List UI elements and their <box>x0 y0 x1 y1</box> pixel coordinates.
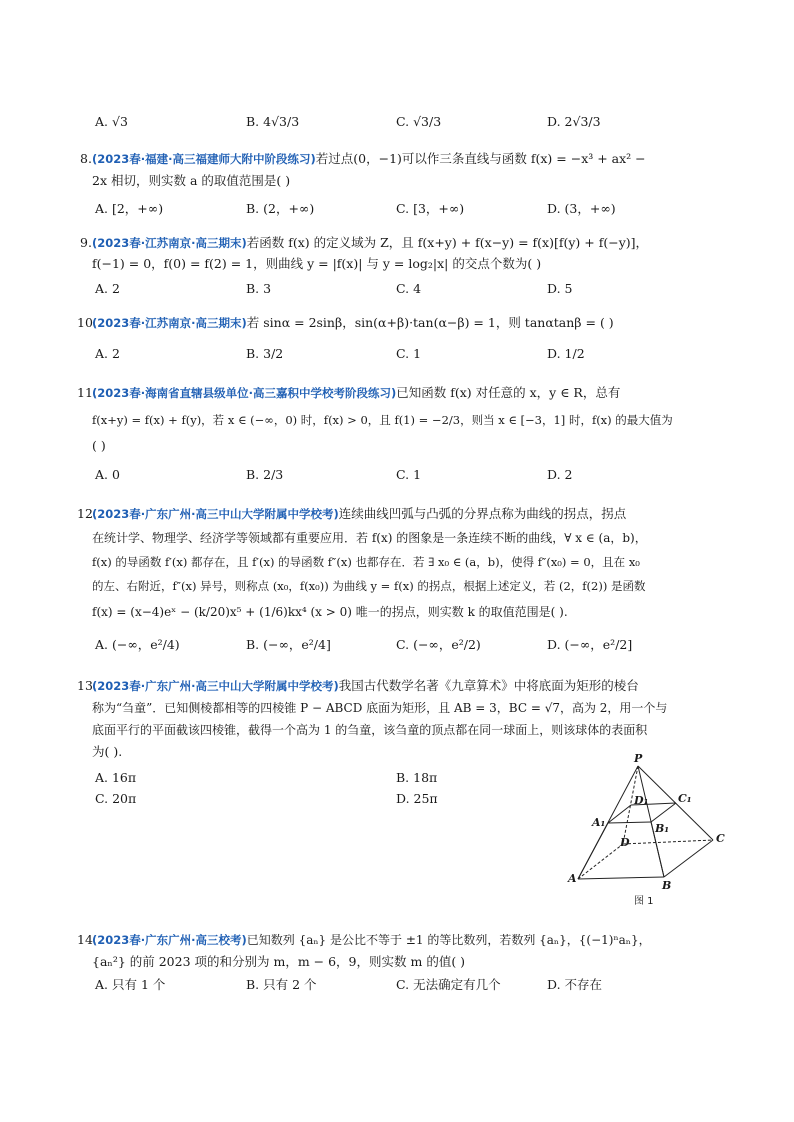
q9-number: 9. <box>80 235 92 250</box>
q8-line2: 2x 相切，则实数 a 的取值范围是( ) <box>92 173 291 188</box>
q13-line4: 为( ). <box>92 744 123 759</box>
q7-option-d: D. 2√3/3 <box>547 114 601 129</box>
label-b: B <box>662 879 672 892</box>
q7-option-b: B. 4√3/3 <box>246 114 300 129</box>
q10-source: (2023春·江苏南京·高三期末) <box>92 316 247 330</box>
q11-option-c: C. 1 <box>396 467 422 482</box>
edge-a1a <box>578 823 608 879</box>
q10-option-b: B. 3/2 <box>246 346 284 361</box>
q8-option-a: A. [2，+∞) <box>95 201 164 216</box>
q13-line2: 称为“刍童”．已知侧棱都相等的四棱锥 P − ABCD 底面为矩形，且 AB = 3，BC = √7，高为 2，用一个与 <box>92 701 668 715</box>
pyramid-diagram <box>568 752 738 912</box>
q14-line2: {aₙ²} 的前 2023 项的和分别为 m，m − 6，9，则实数 m 的值( ) <box>92 954 466 969</box>
q9-option-b: B. 3 <box>246 281 272 296</box>
q14-line1 <box>92 930 651 950</box>
edge-ab <box>578 877 664 879</box>
q14-number: 14. <box>77 932 97 947</box>
q9-line1 <box>92 233 648 253</box>
q14-option-a: A. 只有 1 个 <box>95 977 166 992</box>
q9-text: 若函数 f(x) 的定义域为 Z，且 f(x+y) + f(x−y) = f(x)[f(y) + f(−y)]， <box>246 235 649 250</box>
q9-source: (2023春·江苏南京·高三期末) <box>92 236 247 250</box>
q12-line1 <box>92 504 626 524</box>
q8-line1 <box>92 149 646 169</box>
q14-option-b: B. 只有 2 个 <box>246 977 317 992</box>
q13-option-c: C. 20π <box>95 791 137 806</box>
q11-option-b: B. 2/3 <box>246 467 284 482</box>
q12-line4: 的左、右附近，f″(x) 异号，则称点 (x₀，f(x₀)) 为曲线 y = f(x) 的拐点，根据上述定义，若 (2，f(2)) 是函数 <box>92 579 646 593</box>
q12-option-a: A. (−∞，e²/4) <box>95 637 180 652</box>
q14-option-d: D. 不存在 <box>547 977 603 992</box>
q12-source: (2023春·广东广州·高三中山大学附属中学校考) <box>92 507 339 521</box>
q11-source: (2023春·海南省直辖县级单位·高三嘉积中学校考阶段练习) <box>92 386 397 400</box>
q12-line2: 在统计学、物理学、经济学等领域都有重要应用．若 f(x) 的图象是一条连续不断的曲线，∀ x ∈ (a，b)， <box>92 531 647 545</box>
q9-option-a: A. 2 <box>95 281 120 296</box>
q8-option-c: C. [3，+∞) <box>396 201 465 216</box>
q13-line1 <box>92 676 639 696</box>
q12-number: 12. <box>77 506 97 521</box>
q14-option-c: C. 无法确定有几个 <box>396 977 501 992</box>
q8-option-b: B. (2，+∞) <box>246 201 315 216</box>
q9-line2: f(−1) = 0，f(0) = f(2) = 1，则曲线 y = |f(x)| 与 y = log₂|x| 的交点个数为( ) <box>92 256 542 271</box>
q13-line3: 底面平行的平面截该四棱锥，截得一个高为 1 的刍童，该刍童的顶点都在同一球面上，则该球体的表面积 <box>92 723 648 737</box>
q9-option-d: D. 5 <box>547 281 573 296</box>
q10-line1 <box>92 313 614 333</box>
q13-source: (2023春·广东广州·高三中山大学附属中学校考) <box>92 679 339 693</box>
q8-text: 若过点(0，−1)可以作三条直线与函数 f(x) = −x³ + ax² − <box>315 151 646 166</box>
q12-option-b: B. (−∞，e²/4] <box>246 637 331 652</box>
q11-line1 <box>92 383 620 403</box>
q12-line3: f(x) 的导函数 f′(x) 都存在，且 f′(x) 的导函数 f″(x) 也都存在．若 ∃ x₀ ∈ (a，b)，使得 f″(x₀) = 0，且在 x₀ <box>92 555 640 569</box>
q14-text: 已知数列 {aₙ} 是公比不等于 ±1 的等比数列，若数列 {aₙ}，{(−1)ⁿaₙ}， <box>246 933 651 947</box>
q11-option-a: A. 0 <box>95 467 120 482</box>
q14-source: (2023春·广东广州·高三校考) <box>92 933 247 947</box>
q13-option-a: A. 16π <box>95 770 137 785</box>
edge-dc-hidden <box>623 840 713 844</box>
edge-a1b1 <box>608 822 651 823</box>
figure-caption: 图 1 <box>634 896 654 907</box>
label-a1: A₁ <box>592 816 606 829</box>
q10-number: 10. <box>77 315 97 330</box>
edge-b1c1 <box>651 803 676 822</box>
q13-option-b: B. 18π <box>396 770 438 785</box>
label-p: P <box>634 752 643 765</box>
q8-number: 8. <box>80 151 92 166</box>
q13-number: 13. <box>77 678 97 693</box>
pyramid-figure <box>568 752 738 912</box>
q10-text: 若 sinα = 2sinβ，sin(α+β)·tan(α−β) = 1，则 tanαtanβ = ( ) <box>246 315 614 330</box>
q8-source: (2023春·福建·高三福建师大附中阶段练习) <box>92 152 316 166</box>
q12-option-c: C. (−∞，e²/2) <box>396 637 481 652</box>
q10-option-c: C. 1 <box>396 346 422 361</box>
q10-option-a: A. 2 <box>95 346 120 361</box>
q8-option-d: D. (3，+∞) <box>547 201 616 216</box>
label-d1: D₁ <box>634 794 649 807</box>
edge-bc <box>664 840 713 877</box>
label-c1: C₁ <box>678 792 692 805</box>
q7-option-a: A. √3 <box>95 114 128 129</box>
q12-option-d: D. (−∞，e²/2] <box>547 637 633 652</box>
q11-option-d: D. 2 <box>547 467 573 482</box>
q11-number: 11. <box>77 385 97 400</box>
q11-line2: f(x+y) = f(x) + f(y)，若 x ∈ (−∞，0) 时，f(x) > 0，且 f(1) = −2/3，则当 x ∈ [−3，1] 时，f(x) 的最大值为 <box>92 413 673 427</box>
q13-option-d: D. 25π <box>396 791 438 806</box>
label-c: C <box>716 832 725 845</box>
q7-option-c: C. √3/3 <box>396 114 442 129</box>
q9-option-c: C. 4 <box>396 281 422 296</box>
q11-line3: ( ) <box>92 438 106 453</box>
label-b1: B₁ <box>655 822 670 835</box>
q13-text: 我国古代数学名著《九章算术》中将底面为矩形的棱台 <box>338 678 639 693</box>
q12-text: 连续曲线凹弧与凸弧的分界点称为曲线的拐点，拐点 <box>338 506 627 521</box>
q12-line5: f(x) = (x−4)eˣ − (k/20)x⁵ + (1/6)kx⁴ (x > 0) 唯一的拐点，则实数 k 的取值范围是( ). <box>92 605 568 619</box>
label-a: A <box>568 872 577 885</box>
edge-ad-hidden <box>578 844 623 879</box>
q11-text: 已知函数 f(x) 对任意的 x，y ∈ R，总有 <box>396 385 621 400</box>
label-d: D <box>620 836 630 849</box>
q10-option-d: D. 1/2 <box>547 346 585 361</box>
